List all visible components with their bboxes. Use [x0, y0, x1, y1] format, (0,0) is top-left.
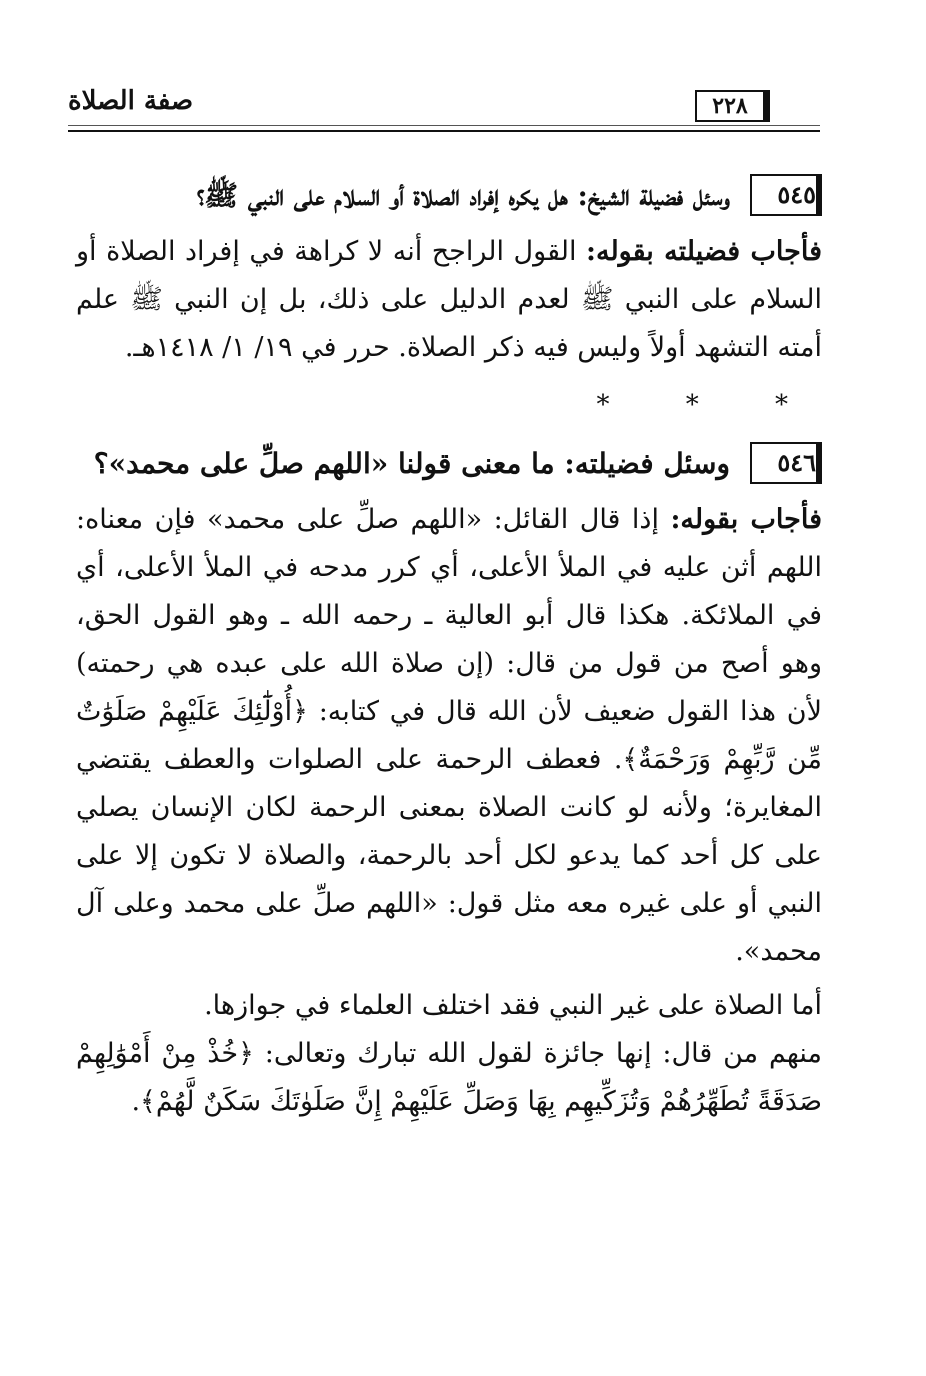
- question-545-text: وسئل فضيلة الشيخ: هل يكره إفراد الصلاة أو السلام على النبي ﷺ؟: [196, 179, 730, 212]
- answer-546-text: إذا قال القائل: «اللهم صلِّ على محمد» فإن معناه: اللهم أثن عليه في الملأ الأعلى، أي كرر مدحه في الملأ الأعلى، أي في الملائكة. هكذا قال أبو العالية ـ رحمه الله ـ وهو القول الحق، وهو أصح من قول من قال: (إن صلاة الله على عبده هي رحمته) لأن هذا القول ضعيف لأن الله قال في كتابه: ﴿أُوْلَٰٓئِكَ عَلَيْهِمْ صَلَوَٰتٌ مِّن رَّبِّهِمْ وَرَحْمَةٌ﴾. فعطف الرحمة على الصلوات والعطف يقتضي المغايرة؛ ولأنه لو كانت الصلاة بمعنى الرحمة لكان الإنسان يصلي على كل أحد كما يدعو لكل أحد بالرحمة، والصلاة لا تكون إلا على النبي أو على غيره معه مثل قول: «اللهم صلِّ على محمد وعلى آل محمد».: [76, 504, 822, 967]
- chapter-title: صفة الصلاة: [68, 86, 194, 116]
- answer-546-paragraph-3: منهم من قال: إنها جائزة لقول الله تبارك وتعالى: ﴿خُذْ مِنْ أَمْوَٰلِهِمْ صَدَقَةً تُطَهِّرُهُمْ وَتُزَكِّيهِم بِهَا وَصَلِّ عَلَيْهِمْ إِنَّ صَلَوٰتَكَ سَكَنٌ لَّهُمْ﴾.: [76, 1038, 822, 1117]
- answer-545: [76, 228, 822, 372]
- answer-546-lead: فأجاب بقوله:: [670, 504, 822, 535]
- header-rule-thin: [68, 125, 820, 126]
- question-546-text: وسئل فضيلته: ما معنى قولنا «اللهم صلِّ على محمد»؟: [93, 447, 730, 480]
- running-header: [68, 84, 820, 144]
- section-separator: * * *: [596, 390, 822, 420]
- question-number-545: ٥٤٥: [750, 174, 822, 216]
- question-545-heading: [76, 170, 822, 222]
- question-546-heading: [76, 438, 822, 490]
- question-number-546: ٥٤٦: [750, 442, 822, 484]
- page-body: [76, 170, 822, 1126]
- answer-545-lead: فأجاب فضيلته بقوله:: [586, 236, 822, 267]
- answer-545-text: القول الراجح أنه لا كراهة في إفراد الصلاة أو السلام على النبي ﷺ لعدم الدليل على ذلك، بل إن النبي ﷺ علم أمته التشهد أولاً وليس فيه ذكر الصلاة. حرر في ١٩/ ١/ ١٤١٨هـ.: [76, 236, 822, 363]
- page-number: ٢٢٨: [695, 90, 770, 122]
- header-rule: [68, 130, 820, 132]
- answer-546-paragraph-2: أما الصلاة على غير النبي فقد اختلف العلماء في جوازها.: [204, 990, 822, 1021]
- answer-546: [76, 496, 822, 976]
